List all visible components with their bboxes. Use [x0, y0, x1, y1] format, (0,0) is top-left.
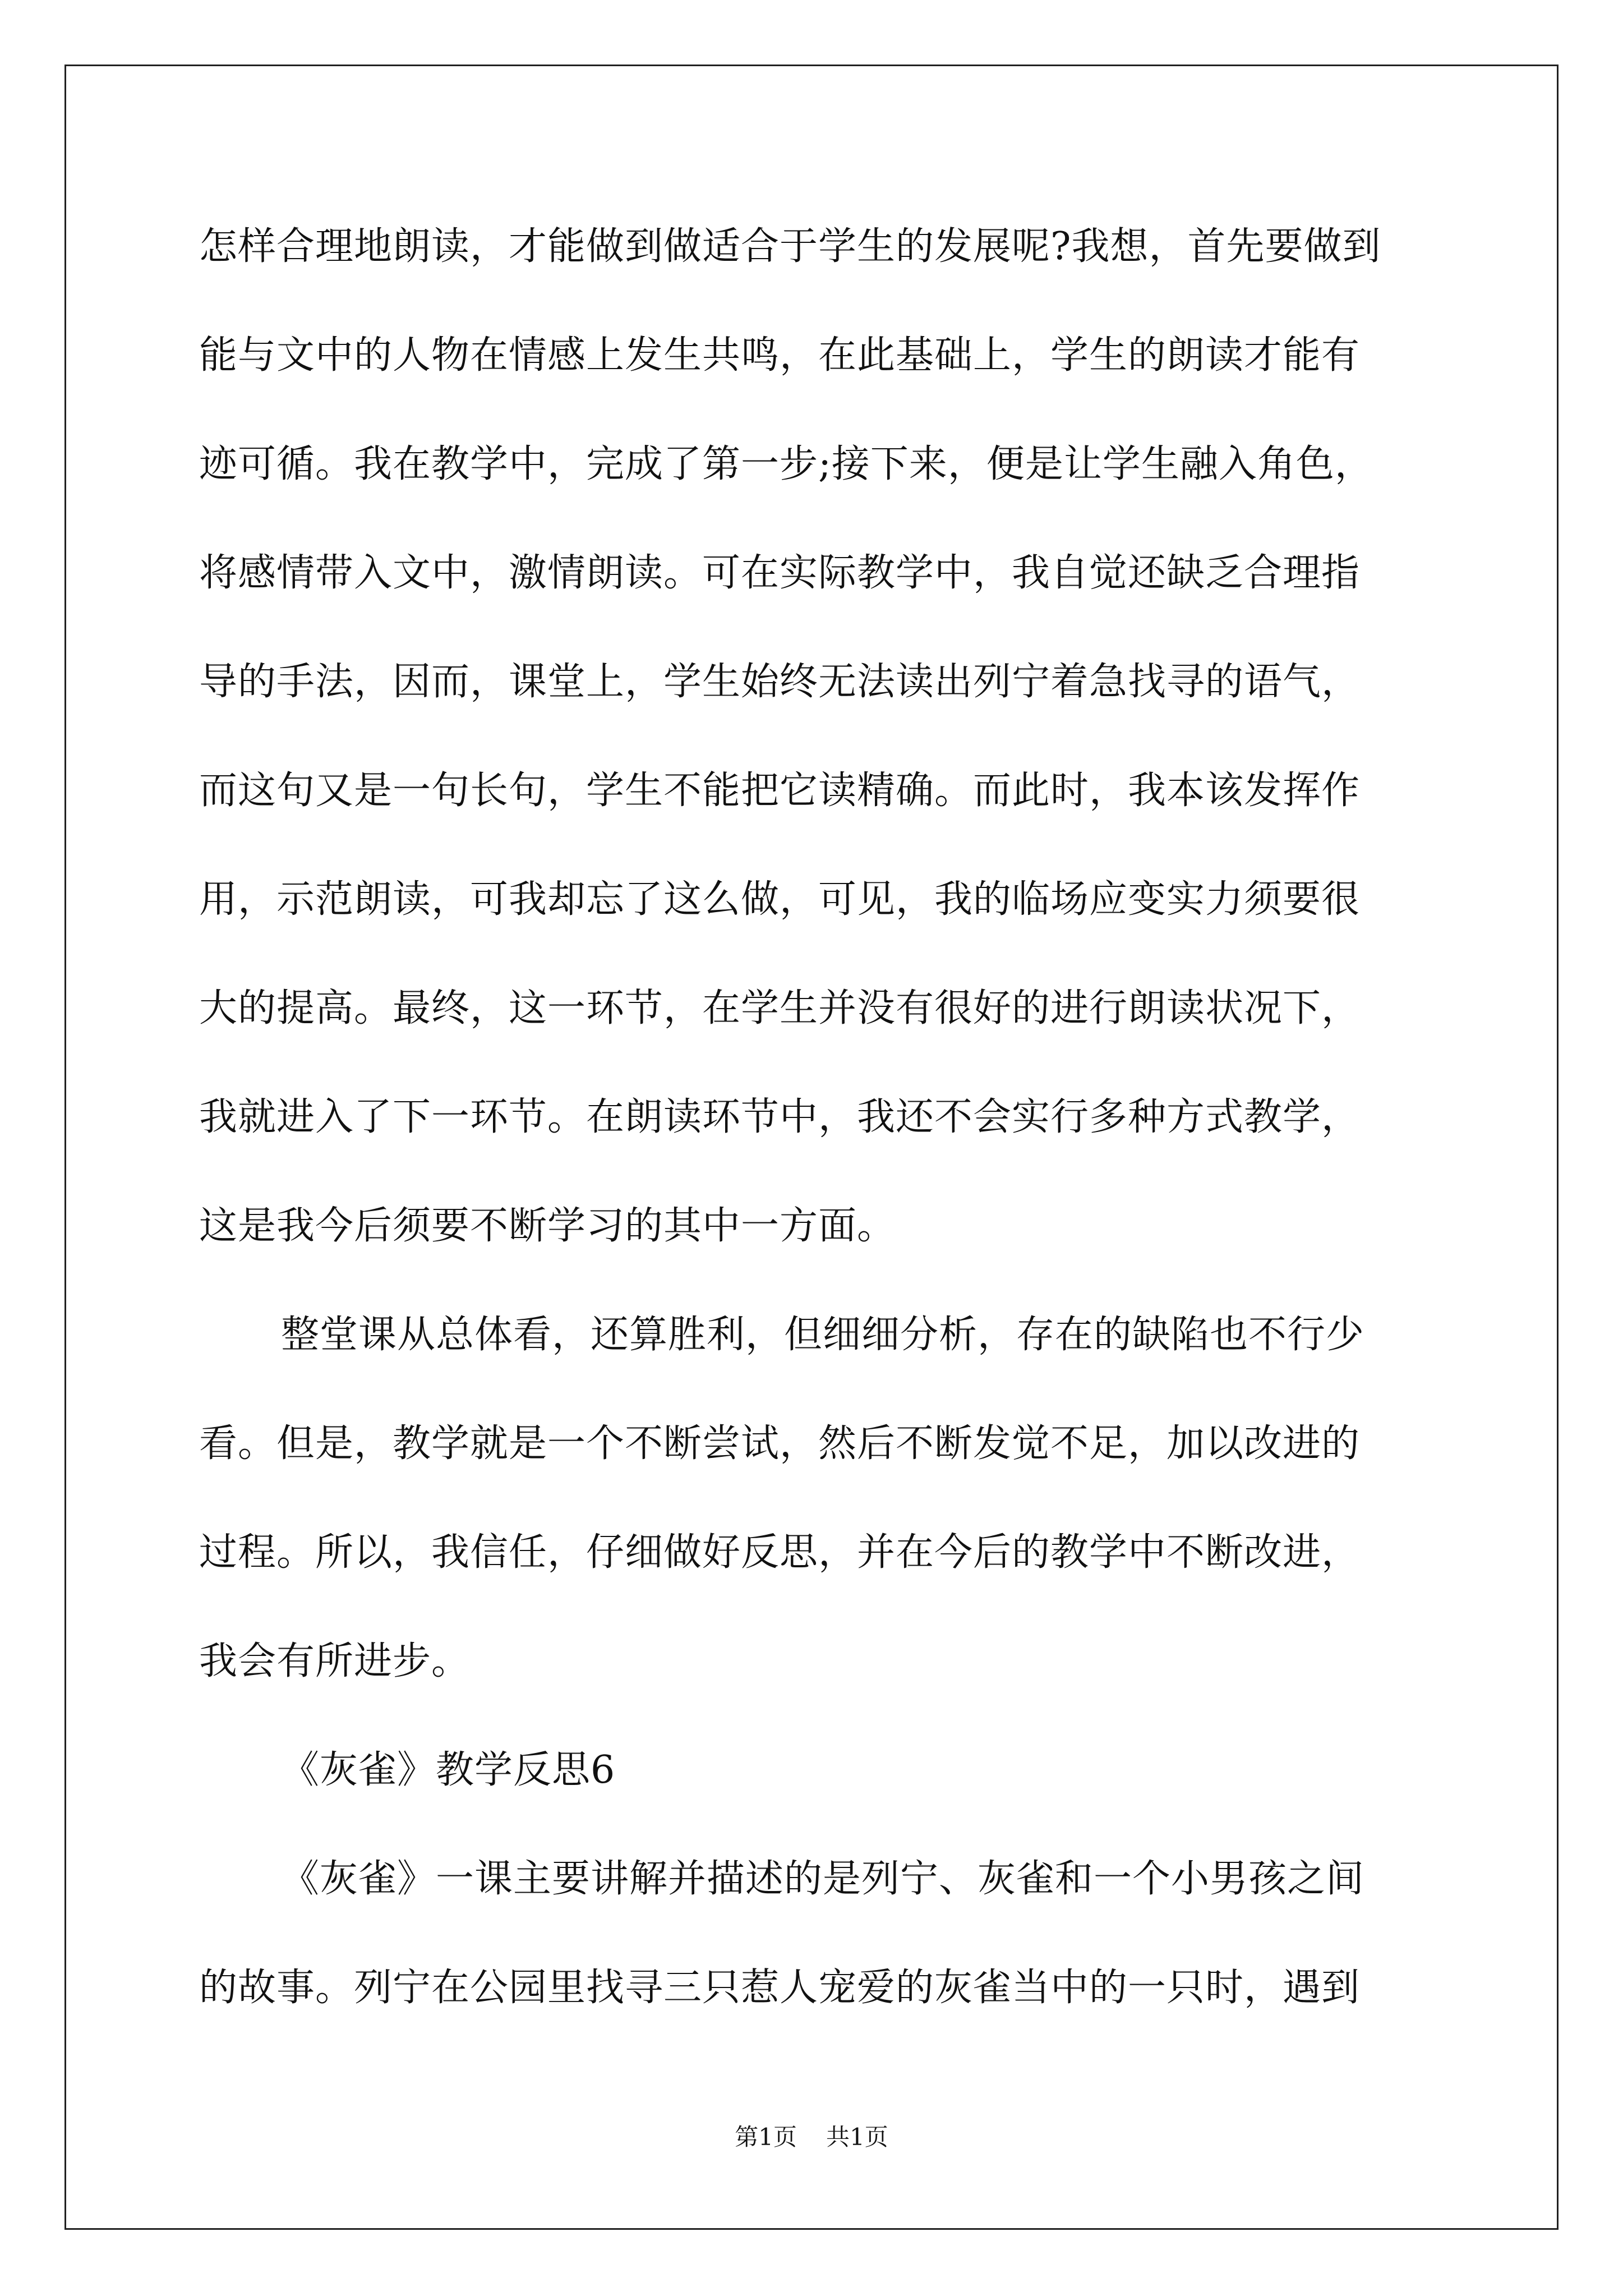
text-line: 怎样合理地朗读，才能做到做适合于学生的发展呢?我想，首先要做到: [199, 224, 1381, 269]
text-line: 而这句又是一句长句，学生不能把它读精确。而此时，我本该发挥作: [199, 769, 1361, 813]
text-line: 看。但是，教学就是一个不断尝试，然后不断发觉不足，加以改进的: [199, 1421, 1361, 1466]
section-heading: 《灰雀》教学反思6: [281, 1748, 616, 1792]
text-line: 的故事。列宁在公园里找寻三只惹人宠爱的灰雀当中的一只时，遇到: [199, 1966, 1361, 2010]
text-line: 我就进入了下一环节。在朗读环节中，我还不会实行多种方式教学，: [199, 1095, 1361, 1139]
text-line: 大的提高。最终，这一环节，在学生并没有很好的进行朗读状况下，: [199, 986, 1361, 1030]
paragraph-start-line: 整堂课从总体看，还算胜利，但细细分析，存在的缺陷也不行少: [281, 1313, 1365, 1357]
page-number-total: 共1页: [826, 2123, 888, 2151]
page-footer: [0, 2120, 1623, 2154]
text-line: 我会有所进步。: [199, 1639, 471, 1683]
text-line: 迹可循。我在教学中，完成了第一步;接下来，便是让学生融入角色，: [199, 442, 1373, 486]
text-line: 能与文中的人物在情感上发生共鸣，在此基础上，学生的朗读才能有: [199, 333, 1361, 378]
page-number-current: 第1页: [735, 2123, 797, 2151]
text-line: 过程。所以，我信任，仔细做好反思，并在今后的教学中不断改进，: [199, 1530, 1361, 1575]
paragraph-start-line: 《灰雀》一课主要讲解并描述的是列宁、灰雀和一个小男孩之间: [281, 1857, 1365, 1901]
document-body: [199, 213, 1433, 2063]
text-line: 将感情带入文中，激情朗读。可在实际教学中，我自觉还缺乏合理指: [199, 551, 1361, 595]
text-line: 这是我今后须要不断学习的其中一方面。: [199, 1204, 896, 1248]
text-line: 导的手法，因而，课堂上，学生始终无法读出列宁着急找寻的语气，: [199, 660, 1361, 704]
text-line: 用，示范朗读，可我却忘了这么做，可见，我的临场应变实力须要很: [199, 877, 1361, 922]
